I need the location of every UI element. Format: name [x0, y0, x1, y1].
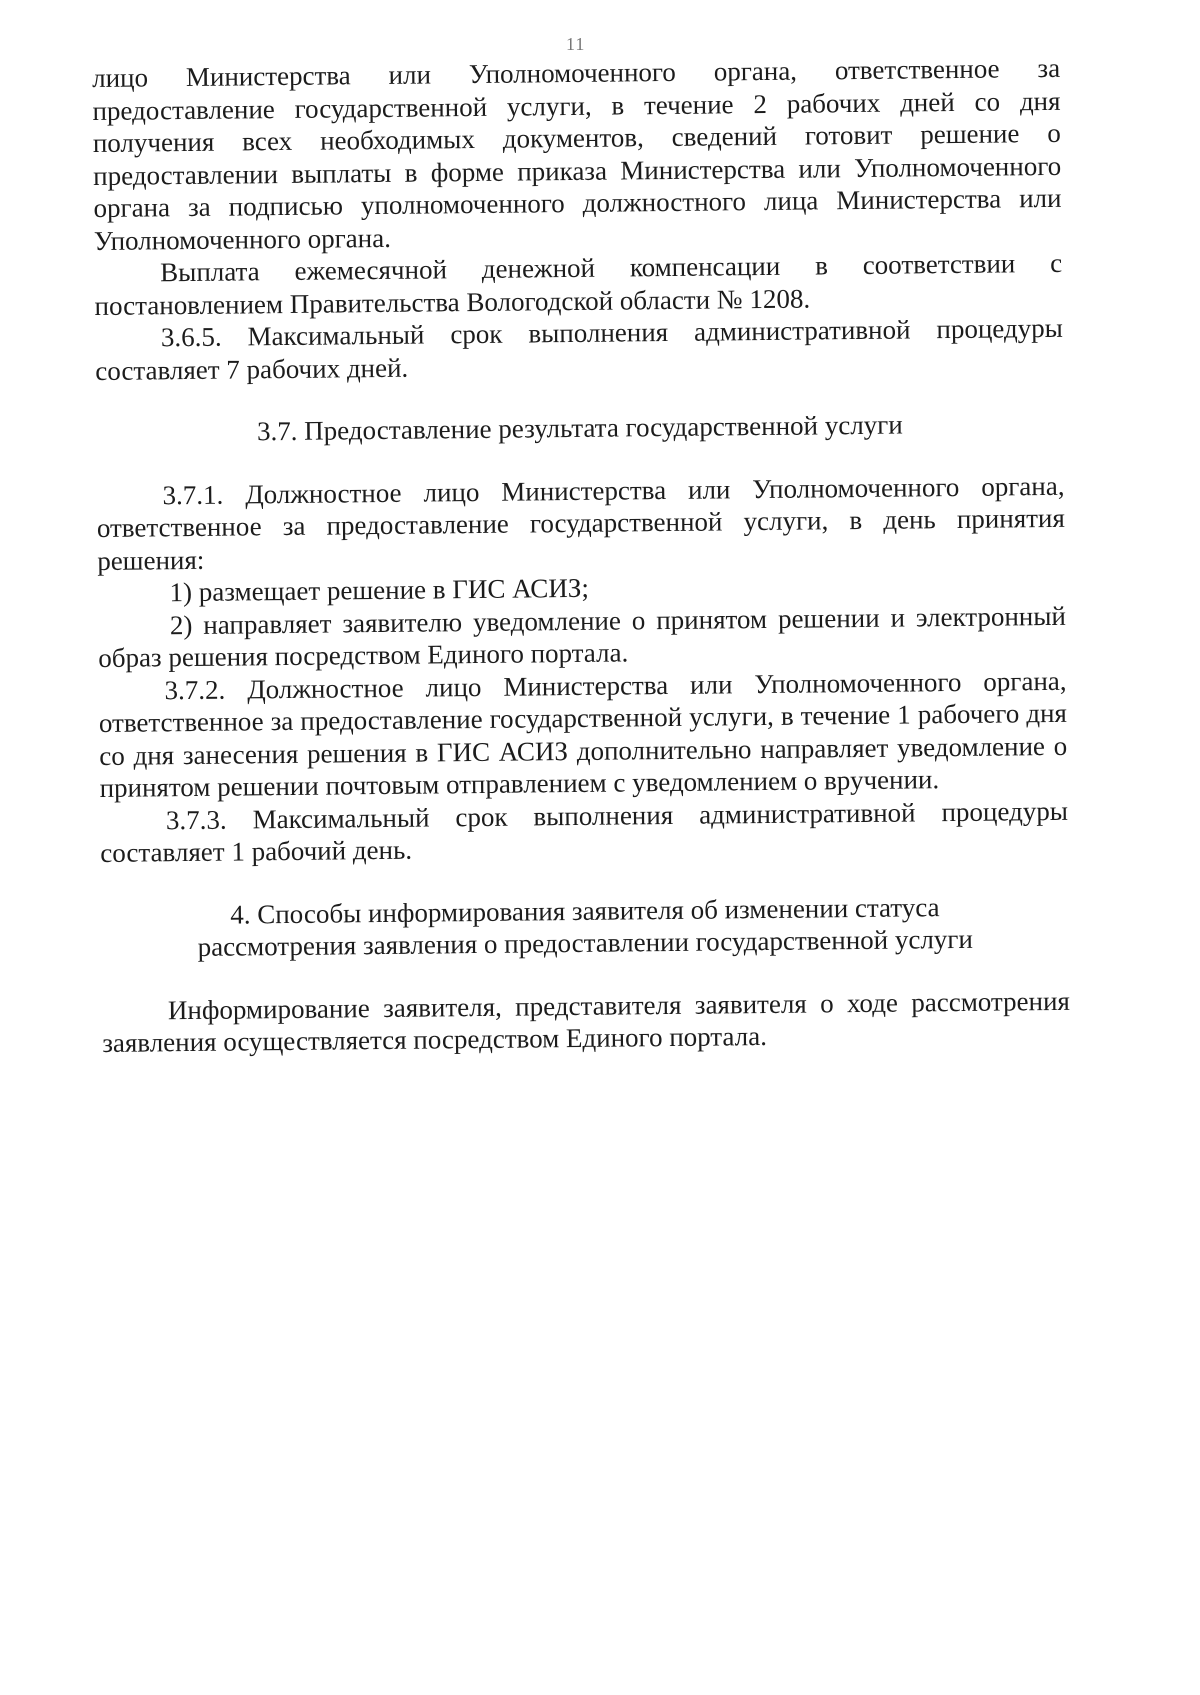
paragraph-3-6-5: 3.6.5. Максимальный срок выполнения административной процедуры составляет 7 рабочих дней.: [95, 312, 1063, 386]
paragraph-decision-preparation: лицо Министерства или Уполномоченного органа, ответственное за предоставление государственной услуги, в течение 2 рабочих дней со дня получения всех необходимых документов, сведений готовит решение о предоставлении выплаты в форме приказа Министерства или Уполномоченного органа за подписью уполномоченного должностного лица Министерства или Уполномоченного органа.: [92, 52, 1062, 256]
document-body: [92, 52, 1070, 1060]
section-4-heading-line-1: 4. Способы информирования заявителя об изменении статуса: [230, 891, 940, 930]
paragraph-3-7-2: 3.7.2. Должностное лицо Министерства или Уполномоченного органа, ответственное за предоставление государственной услуги, в течение 1 рабочего дня со дня занесения решения в ГИС АСИЗ дополнительно направляет уведомление о принятом решении почтовым отправлением с уведомлением о вручении.: [98, 665, 1068, 803]
section-4-heading-line-2: рассмотрения заявления о предоставлении государственной услуги: [197, 923, 974, 962]
list-item-2: 2) направляет заявителю уведомление о принятом решении и электронный образ решения посредством Единого портала.: [98, 600, 1067, 673]
page-number: 11: [566, 34, 586, 54]
section-3-7-heading: 3.7. Предоставление результата государственной услуги: [256, 409, 903, 447]
paragraph-3-7-3: 3.7.3. Максимальный срок выполнения административной процедуры составляет 1 рабочий день.: [100, 795, 1069, 868]
paragraph-3-7-1: 3.7.1. Должностное лицо Министерства или Уполномоченного органа, ответственное за предоставление государственной услуги, в день принятия решения:: [96, 470, 1065, 576]
paragraph-monthly-compensation: Выплата ежемесячной денежной компенсации в соответствии с постановлением Правительства Вологодской области № 1208.: [94, 247, 1063, 321]
list-item-1: 1) размещает решение в ГИС АСИЗ;: [169, 572, 590, 608]
paragraph-informing: Информирование заявителя, представителя заявителя о ходе рассмотрения заявления осуществляется посредством Единого портала.: [102, 985, 1071, 1058]
